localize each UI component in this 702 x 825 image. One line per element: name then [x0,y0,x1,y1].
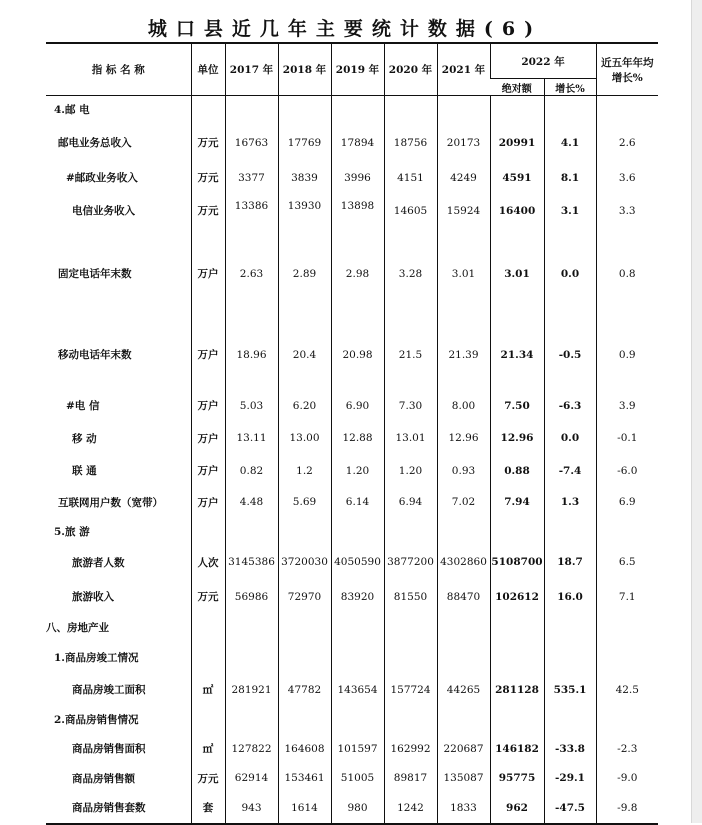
indicator-name: 商品房销售面积 [72,743,146,755]
year-value-cell: 4249 [437,162,490,194]
year-value-cell [331,96,384,124]
table-row [46,422,658,455]
col-header-unit: 单位 [191,43,225,96]
col-header-name: 指 标 名 称 [46,43,191,96]
year-value-cell: 13930 [278,189,331,223]
year-value-cell [331,706,384,734]
year-value-cell: 980 [331,793,384,824]
table-row [46,455,658,487]
indicator-name: #电 信 [66,400,100,412]
five-year-avg-cell: -6.0 [596,455,658,487]
year-value-cell: 0.82 [225,455,278,487]
indicator-name: 2.商品房销售情况 [54,714,139,726]
year-value-cell: 5.03 [225,390,278,422]
year-value-cell [437,614,490,642]
year-value-cell: 4.48 [225,487,278,518]
absolute-2022-cell [490,706,544,734]
unit-cell: 万户 [191,422,225,455]
table-row [46,674,658,706]
growth-2022-cell [544,518,596,545]
year-value-cell: 17894 [331,124,384,162]
absolute-2022-cell: 7.50 [490,390,544,422]
year-value-cell: 18.96 [225,320,278,390]
col-header-year: 2019 年 [331,43,384,96]
table-row [46,706,658,734]
year-value-cell: 20173 [437,124,490,162]
absolute-2022-cell: 95775 [490,764,544,793]
year-value-cell: 135087 [437,764,490,793]
five-year-avg-cell: 6.5 [596,545,658,580]
indicator-name: 八、房地产业 [46,622,109,634]
year-value-cell: 83920 [331,580,384,614]
indicator-name: #邮政业务收入 [66,172,138,184]
year-value-cell [331,642,384,674]
year-value-cell: 13.01 [384,422,437,455]
page-edge-shadow [691,0,702,823]
year-value-cell: 8.00 [437,390,490,422]
year-value-cell: 56986 [225,580,278,614]
absolute-2022-cell: 962 [490,793,544,824]
year-value-cell: 943 [225,793,278,824]
table-row [46,642,658,674]
table-row [46,545,658,580]
indicator-name: 移动电话年末数 [58,349,132,361]
year-value-cell: 1242 [384,793,437,824]
table-row [46,390,658,422]
growth-2022-cell: -29.1 [544,764,596,793]
year-value-cell: 3145386 [225,545,278,580]
growth-2022-cell: -0.5 [544,320,596,390]
year-value-cell: 157724 [384,674,437,706]
indicator-name: 旅游收入 [72,591,114,603]
year-value-cell: 6.94 [384,487,437,518]
table-body [46,96,658,824]
year-value-cell: 1.20 [331,455,384,487]
year-value-cell: 3.01 [437,228,490,320]
absolute-2022-cell: 12.96 [490,422,544,455]
year-value-cell: 281921 [225,674,278,706]
year-value-cell: 12.88 [331,422,384,455]
year-value-cell: 13.00 [278,422,331,455]
unit-cell [191,642,225,674]
year-value-cell: 101597 [331,734,384,764]
year-value-cell: 1.20 [384,455,437,487]
unit-cell [191,518,225,545]
unit-cell [191,614,225,642]
indicator-name: 固定电话年末数 [58,268,132,280]
year-value-cell: 4151 [384,162,437,194]
five-year-avg-cell [596,706,658,734]
absolute-2022-cell: 3.01 [490,228,544,320]
col-header-year: 2017 年 [225,43,278,96]
year-value-cell: 47782 [278,674,331,706]
year-value-cell [437,642,490,674]
absolute-2022-cell: 21.34 [490,320,544,390]
indicator-name: 旅游者人数 [72,556,125,569]
indicator-name: 商品房销售额 [72,772,135,785]
year-value-cell [225,706,278,734]
year-value-cell: 6.90 [331,390,384,422]
indicator-name: 电信业务收入 [72,205,135,217]
unit-cell: 人次 [191,545,225,580]
indicator-name: 商品房销售套数 [46,793,191,824]
five-year-avg-cell [596,96,658,124]
col-header-2022: 2022 年 [490,43,596,79]
col-header-year: 2020 年 [384,43,437,96]
table-row [46,580,658,614]
year-value-cell [437,96,490,124]
indicator-name: 5.旅 游 [54,525,90,538]
indicator-name: 邮电业务总收入 [58,137,132,149]
growth-2022-cell [544,614,596,642]
year-value-cell: 5.69 [278,487,331,518]
year-value-cell: 4050590 [331,545,384,580]
year-value-cell: 13386 [225,189,278,223]
year-value-cell: 88470 [437,580,490,614]
year-value-cell: 21.5 [384,320,437,390]
year-value-cell: 18756 [384,124,437,162]
year-value-cell [278,614,331,642]
year-value-cell: 1.2 [278,455,331,487]
growth-2022-cell: 4.1 [544,124,596,162]
unit-cell: 万元 [191,580,225,614]
year-value-cell [384,96,437,124]
growth-2022-cell: 16.0 [544,580,596,614]
table-row [46,614,658,642]
col-header-five-year-avg: 近五年年均增长% [596,43,658,96]
growth-2022-cell: 18.7 [544,545,596,580]
absolute-2022-cell: 4591 [490,162,544,194]
year-value-cell: 12.96 [437,422,490,455]
absolute-2022-cell [490,96,544,124]
five-year-avg-cell: -2.3 [596,734,658,764]
year-value-cell [278,518,331,545]
absolute-2022-cell: 20991 [490,124,544,162]
page-title: 城口县近几年主要统计数据(6) [147,18,543,40]
unit-cell: 万元 [191,124,225,162]
table-row [46,764,658,793]
five-year-avg-cell [596,518,658,545]
unit-cell: 万元 [191,194,225,228]
five-year-avg-cell: 3.3 [596,194,658,228]
year-value-cell: 6.14 [331,487,384,518]
absolute-2022-cell [490,614,544,642]
growth-2022-cell: 8.1 [544,162,596,194]
year-value-cell [278,706,331,734]
year-value-cell: 3839 [278,162,331,194]
growth-2022-cell: -6.3 [544,390,596,422]
five-year-avg-cell: -0.1 [596,422,658,455]
absolute-2022-cell: 7.94 [490,487,544,518]
year-value-cell: 13.11 [225,422,278,455]
year-value-cell: 44265 [437,674,490,706]
unit-cell: ㎡ [191,734,225,764]
year-value-cell: 89817 [384,764,437,793]
table-row [46,124,658,162]
growth-2022-cell [544,706,596,734]
unit-cell: 万户 [191,320,225,390]
year-value-cell: 164608 [278,734,331,764]
col-header-growth: 增长% [544,79,596,96]
table-row [46,734,658,764]
unit-cell: 万户 [191,487,225,518]
year-value-cell: 72970 [278,580,331,614]
indicator-name: 1.商品房竣工情况 [54,652,139,664]
indicator-name: 移 动 [72,432,97,445]
five-year-avg-cell: 3.6 [596,162,658,194]
col-header-year: 2018 年 [278,43,331,96]
growth-2022-cell [544,96,596,124]
year-value-cell: 13898 [331,189,384,223]
absolute-2022-cell: 102612 [490,580,544,614]
year-value-cell: 3.28 [384,228,437,320]
table-row [46,194,658,228]
year-value-cell: 21.39 [437,320,490,390]
year-value-cell: 6.20 [278,390,331,422]
table-row [46,228,658,320]
growth-2022-cell: 1.3 [544,487,596,518]
year-value-cell: 143654 [331,674,384,706]
five-year-avg-cell [596,614,658,642]
five-year-avg-cell: 42.5 [596,674,658,706]
unit-cell: 万户 [191,228,225,320]
growth-2022-cell: -47.5 [544,793,596,824]
growth-2022-cell: 3.1 [544,194,596,228]
table-row [46,518,658,545]
year-value-cell: 16763 [225,124,278,162]
year-value-cell: 3877200 [384,545,437,580]
unit-cell: 万户 [191,455,225,487]
col-header-year: 2021 年 [437,43,490,96]
unit-cell: 万户 [191,390,225,422]
unit-cell [191,96,225,124]
year-value-cell [225,642,278,674]
year-value-cell [384,706,437,734]
year-value-cell [384,614,437,642]
year-value-cell [225,518,278,545]
absolute-2022-cell: 16400 [490,194,544,228]
year-value-cell: 20.98 [331,320,384,390]
year-value-cell [225,614,278,642]
growth-2022-cell: 535.1 [544,674,596,706]
year-value-cell [331,614,384,642]
year-value-cell: 1614 [278,793,331,824]
year-value-cell: 20.4 [278,320,331,390]
year-value-cell: 2.98 [331,228,384,320]
table-row [46,320,658,390]
year-value-cell: 81550 [384,580,437,614]
year-value-cell [437,706,490,734]
five-year-avg-cell [596,642,658,674]
absolute-2022-cell: 0.88 [490,455,544,487]
col-header-absolute: 绝对额 [490,79,544,96]
five-year-avg-cell: 0.9 [596,320,658,390]
absolute-2022-cell: 146182 [490,734,544,764]
year-value-cell [384,518,437,545]
table-row [46,793,658,824]
growth-2022-cell: -33.8 [544,734,596,764]
table-row [46,96,658,124]
year-value-cell [331,518,384,545]
year-value-cell: 4302860 [437,545,490,580]
year-value-cell: 15924 [437,194,490,228]
year-value-cell: 62914 [225,764,278,793]
unit-cell: ㎡ [191,674,225,706]
five-year-avg-cell: 6.9 [596,487,658,518]
five-year-avg-cell: -9.8 [596,793,658,824]
five-year-avg-cell: -9.0 [596,764,658,793]
year-value-cell: 2.89 [278,228,331,320]
five-year-avg-cell: 2.6 [596,124,658,162]
year-value-cell: 17769 [278,124,331,162]
unit-cell: 万元 [191,764,225,793]
five-year-avg-cell: 3.9 [596,390,658,422]
year-value-cell [278,96,331,124]
five-year-avg-cell: 7.1 [596,580,658,614]
year-value-cell: 3377 [225,162,278,194]
absolute-2022-cell: 5108700 [490,545,544,580]
year-value-cell: 3720030 [278,545,331,580]
absolute-2022-cell [490,642,544,674]
growth-2022-cell: -7.4 [544,455,596,487]
indicator-name: 互联网用户数（宽带） [58,496,163,509]
unit-cell: 套 [191,793,225,824]
year-value-cell: 14605 [384,194,437,228]
year-value-cell: 7.30 [384,390,437,422]
statistics-table [46,42,658,825]
year-value-cell: 7.02 [437,487,490,518]
year-value-cell: 220687 [437,734,490,764]
growth-2022-cell: 0.0 [544,422,596,455]
year-value-cell: 2.63 [225,228,278,320]
year-value-cell: 162992 [384,734,437,764]
year-value-cell [225,96,278,124]
unit-cell: 万元 [191,162,225,194]
year-value-cell: 127822 [225,734,278,764]
indicator-name: 商品房竣工面积 [72,684,146,696]
year-value-cell: 3996 [331,162,384,194]
growth-2022-cell [544,642,596,674]
indicator-name: 4.邮 电 [54,104,90,117]
absolute-2022-cell [490,518,544,545]
growth-2022-cell: 0.0 [544,228,596,320]
year-value-cell: 1833 [437,793,490,824]
absolute-2022-cell: 281128 [490,674,544,706]
year-value-cell: 153461 [278,764,331,793]
year-value-cell: 51005 [331,764,384,793]
unit-cell [191,706,225,734]
year-value-cell [384,642,437,674]
year-value-cell [278,642,331,674]
indicator-name: 联 通 [72,465,97,477]
table-row [46,487,658,518]
year-value-cell [437,518,490,545]
year-value-cell: 0.93 [437,455,490,487]
five-year-avg-cell: 0.8 [596,228,658,320]
